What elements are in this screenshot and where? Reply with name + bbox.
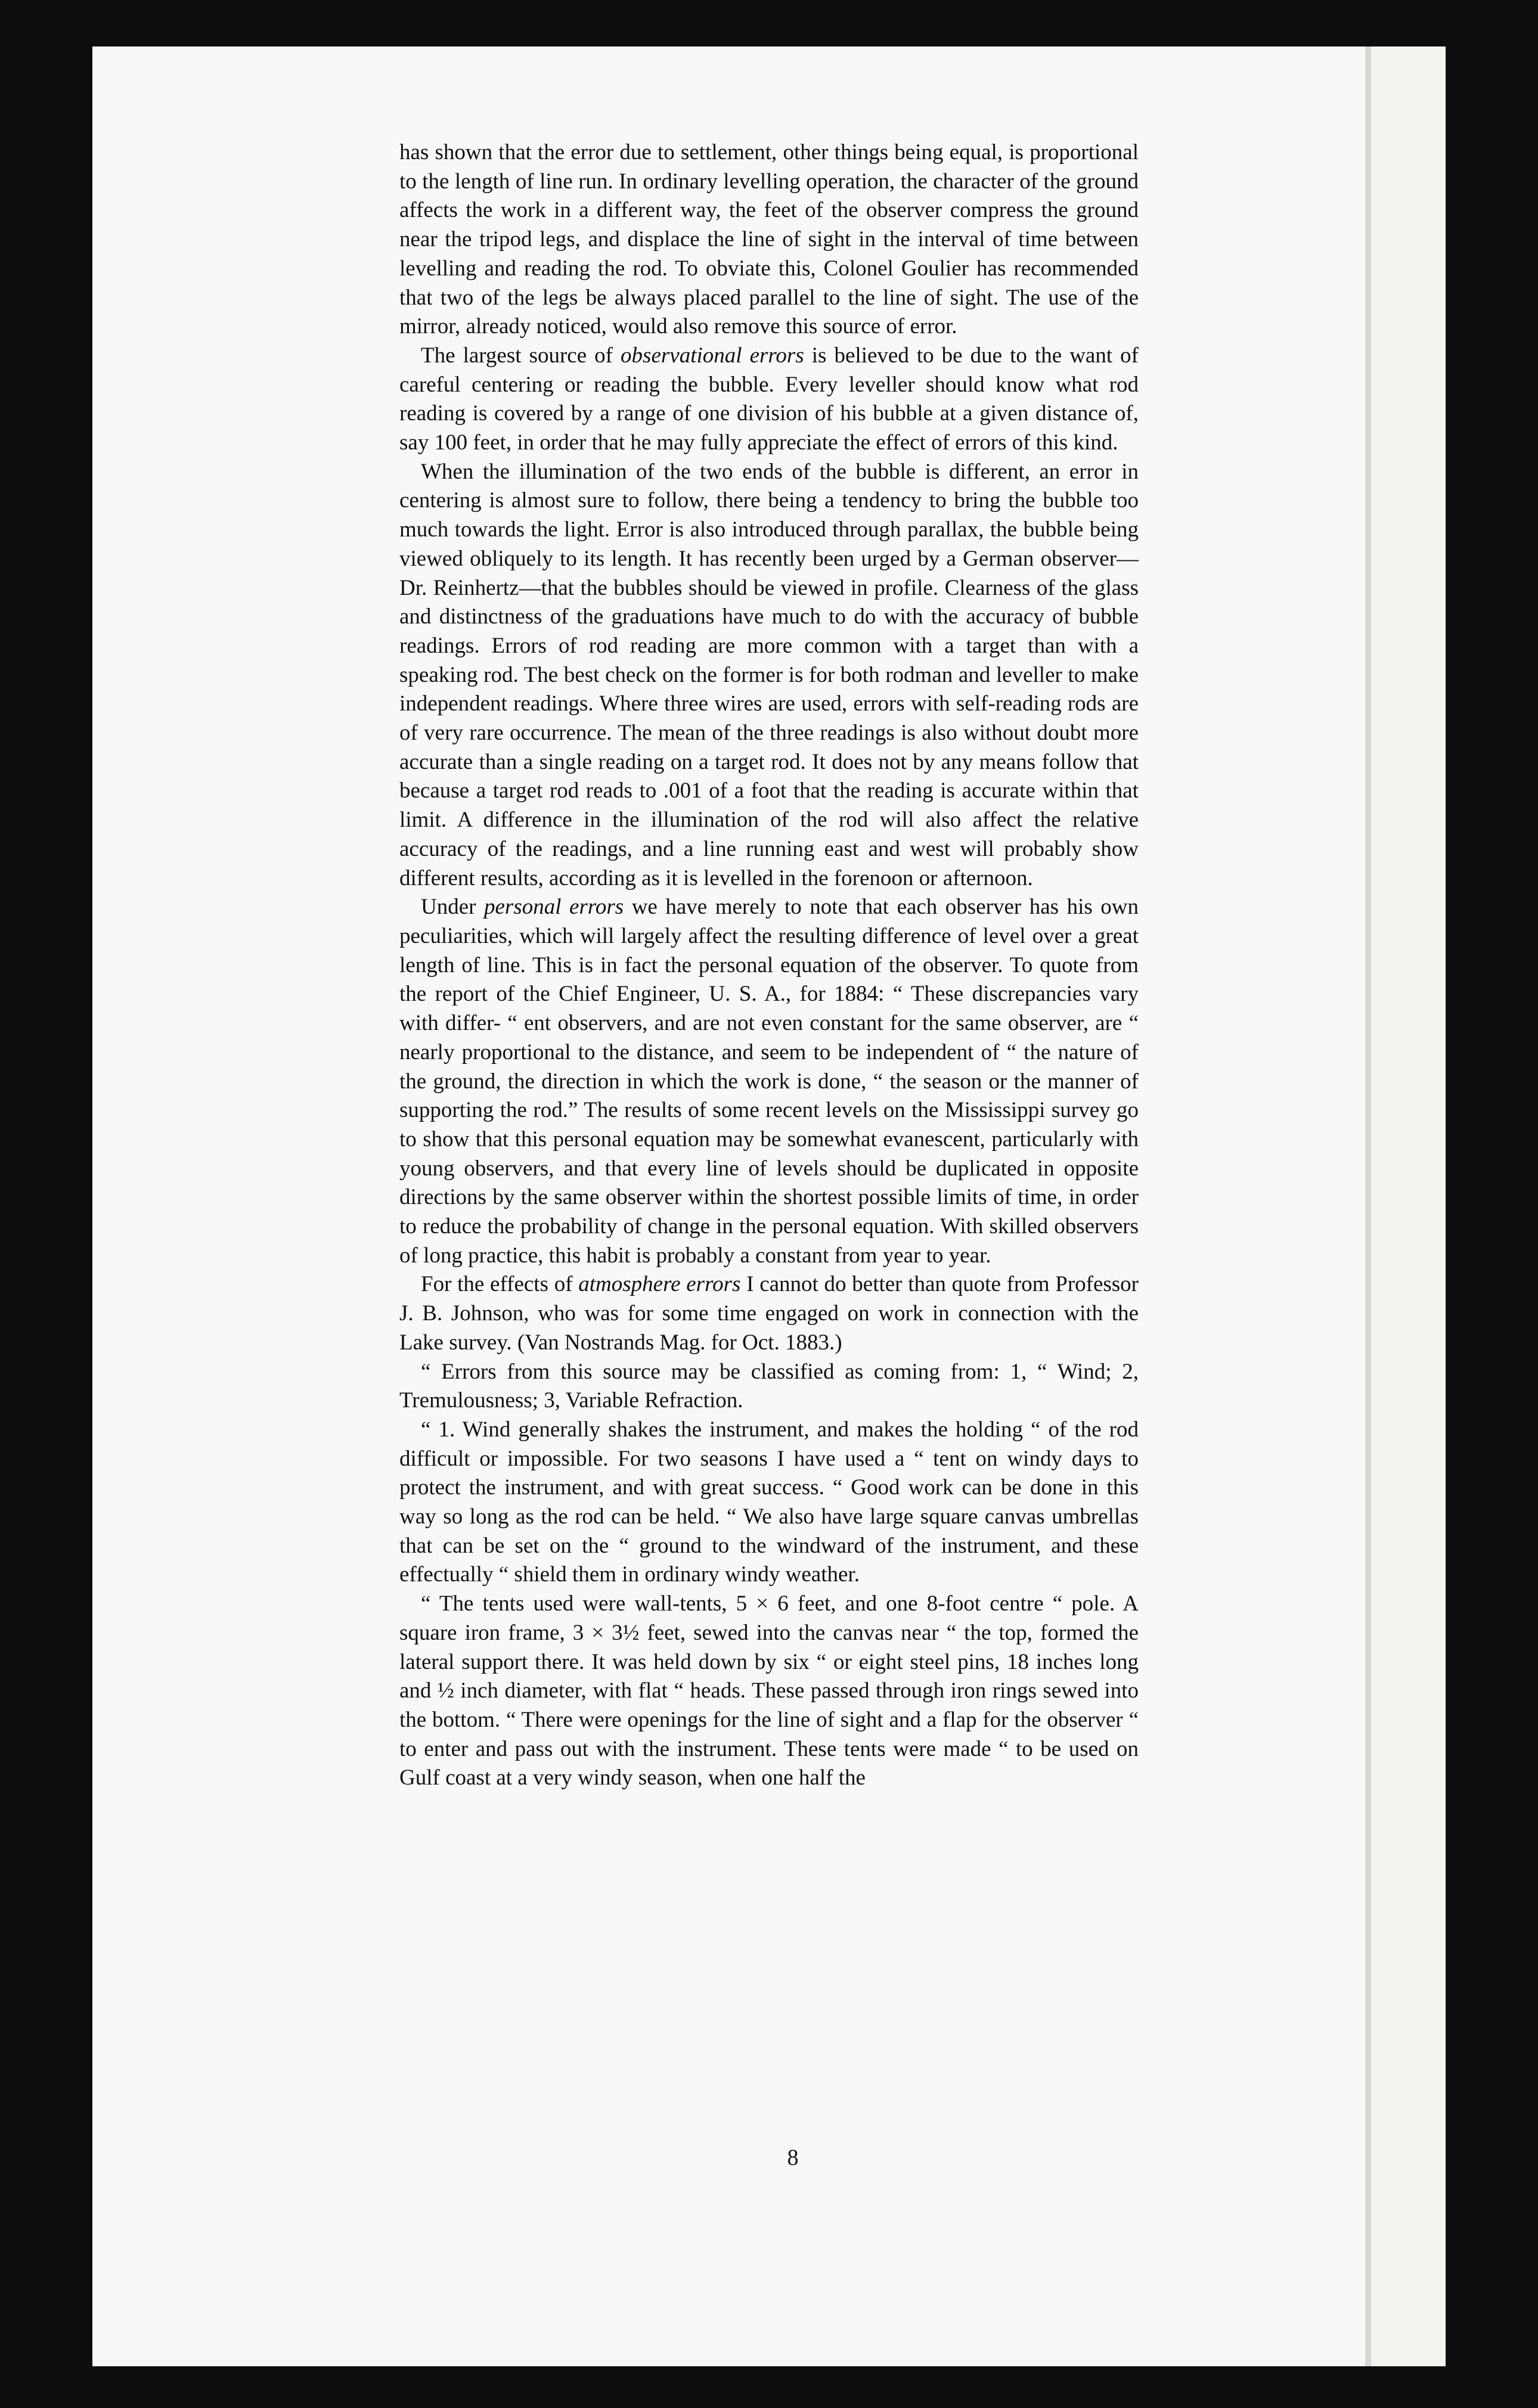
paragraph-5: For the effects of atmosphere errors I cannot do better than quote from Professor J. B. Johnson, who was for some time engaged on work in connection with the Lake survey. (Van Nostrands Mag. for Oct. 1883.) — [399, 1272, 1139, 1355]
emphasis-atmosphere-errors: atmosphere errors — [578, 1272, 741, 1297]
paragraph-7: “ 1. Wind generally shakes the instrument, and makes the holding “ of the rod difficult or impossible. For two seasons I have used a “ tent on windy days to protect the instrument, and with great success. “ Good work can be done in this way so long as the rod can be held. “ We also have large square canvas umbrellas that can be set on the “ ground to the windward of the instrument, and these effectually “ shield them in ordinary windy weather. — [399, 1417, 1139, 1587]
facing-page-edge — [1371, 46, 1446, 2366]
emphasis-personal-errors: personal errors — [484, 895, 624, 920]
page-fold — [1365, 46, 1371, 2366]
paragraph-3: When the illumination of the two ends of the bubble is different, an error in centering is almost sure to follow, there being a tendency to bring the bubble too much towards the light. Error is also introduced through parallax, the bubble being viewed obliquely to its length. It has recently been urged by a German observer—Dr. Reinhertz—that the bubbles should be viewed in profile. Clearness of the glass and distinctness of the graduations have much to do with the accuracy of bubble readings. Errors of rod reading are more common with a target than with a speaking rod. The best check on the former is for both rodman and leveller to make independent readings. Where three wires are used, errors with self-reading rods are of very rare occurrence. The mean of the three readings is also without doubt more accurate than a single reading on a target rod. It does not by any means follow that because a target rod reads to .001 of a foot that the reading is accurate within that limit. A difference in the illumination of the rod will also affect the relative accuracy of the readings, and a line running east and west will probably show different results, according as it is levelled in the forenoon or afternoon. — [399, 459, 1139, 890]
paragraph-6: “ Errors from this source may be classified as coming from: 1, “ Wind; 2, Tremulousness; 3, Variable Refraction. — [399, 1359, 1139, 1413]
paragraph-4: Under personal errors we have merely to note that each observer has his own peculiarities, which will largely affect the resulting difference of level over a great length of line. This is in fact the personal equation of the observer. To quote from the report of the Chief Engineer, U. S. A., for 1884: “ These discrepancies vary with differ- “ ent observers, and are not even constant for the same observer, are “ nearly proportional to the distance, and seem to be independent of “ the nature of the ground, the direction in which the work is done, “ the season or the manner of supporting the rod.” The results of some recent levels on the Mississippi survey go to show that this personal equation may be somewhat evanescent, particularly with young observers, and that every line of levels should be duplicated in opposite directions by the same observer within the shortest possible limits of time, in order to reduce the probability of change in the personal equation. With skilled observers of long practice, this habit is probably a constant from year to year. — [399, 895, 1139, 1268]
paragraph-1: has shown that the error due to settlement, other things being equal, is proportional to the length of line run. In ordinary levelling operation, the character of the ground affects the work in a different way, the feet of the observer compress the ground near the tripod legs, and displace the line of sight in the interval of time between levelling and reading the rod. To obviate this, Colonel Goulier has recommended that two of the legs be always placed parallel to the line of sight. The use of the mirror, already noticed, would also remove this source of error. — [399, 140, 1139, 339]
page-number: 8 — [787, 2145, 799, 2170]
paragraph-8: “ The tents used were wall-tents, 5 × 6 feet, and one 8-foot centre “ pole. A square iron frame, 3 × 3½ feet, sewed into the canvas near “ the top, formed the lateral support there. It was held down by six “ or eight steel pins, 18 inches long and ½ inch diameter, with flat “ heads. These passed through iron rings sewed into the bottom. “ There were openings for the line of sight and a flap for the observer “ to enter and pass out with the instrument. These tents were made “ to be used on Gulf coast at a very windy season, when one half the — [399, 1591, 1139, 1791]
body-text — [399, 138, 1139, 1793]
paragraph-2: The largest source of observational errors is believed to be due to the want of careful centering or reading the bubble. Every leveller should know what rod reading is covered by a range of one division of his bubble at a given distance of, say 100 feet, in order that he may fully appreciate the effect of errors of this kind. — [399, 343, 1139, 455]
emphasis-observational-errors: observational errors — [621, 343, 804, 368]
